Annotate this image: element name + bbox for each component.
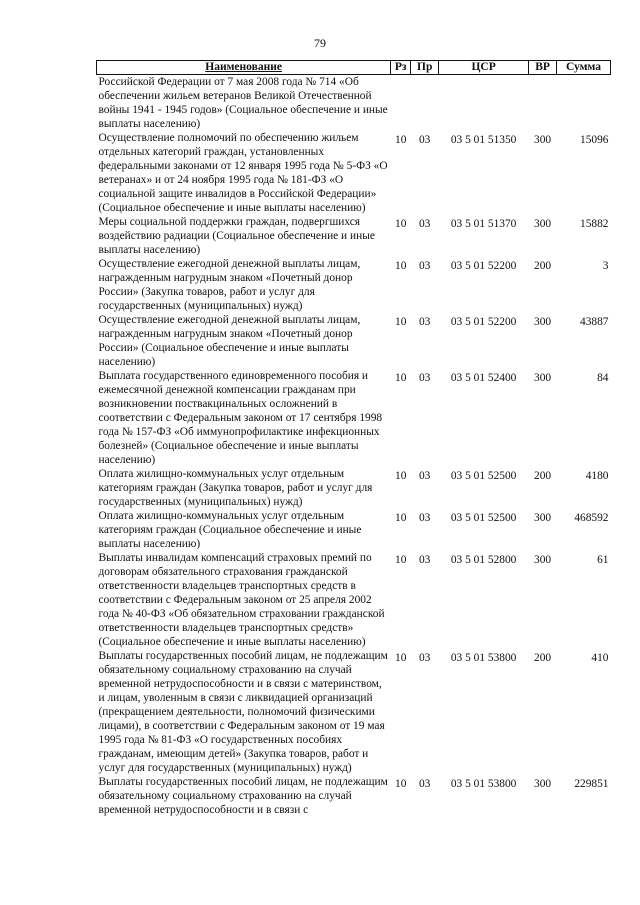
cell-csr bbox=[439, 75, 529, 132]
cell-vr: 300 bbox=[534, 554, 552, 566]
cell-name: Выплаты инвалидам компенсаций страховых премий по договорам обязательного страхования гражданской ответственности владельцев транспортных средств в соответствии с Федеральным законом от 25 апреля 2002 года № 40-ФЗ «Об обязательном страховании гражданской ответственности владельцев транспортных средств» (Социальное обеспечение и иные выплаты населению) bbox=[98, 552, 385, 648]
cell-vr: 300 bbox=[534, 512, 552, 524]
cell-name: Выплата государственного единовременного пособия и ежемесячной денежной компенсации гражданам при возникновении поствакцинальных осложнений в соответствии с Федеральным законом от 17 сентября 1998 года № 157-ФЗ «Об иммунопрофилактике инфекционных болезней» (Социальное обеспечение и иные выплаты населению) bbox=[98, 370, 383, 466]
table-row bbox=[97, 215, 611, 257]
table-row bbox=[97, 775, 611, 817]
table-row bbox=[97, 313, 611, 369]
table-row bbox=[97, 369, 611, 467]
table-row bbox=[97, 257, 611, 313]
cell-pr: 03 bbox=[418, 554, 431, 566]
cell-vr: 300 bbox=[534, 778, 552, 790]
cell-pr: 03 bbox=[418, 316, 431, 328]
cell-vr: 300 bbox=[534, 372, 552, 384]
cell-sum bbox=[557, 75, 611, 132]
header-csr: ЦСР bbox=[439, 61, 529, 75]
cell-csr: 03 5 01 51370 bbox=[450, 218, 517, 230]
cell-vr: 300 bbox=[534, 316, 552, 328]
table-row bbox=[97, 551, 611, 649]
cell-csr: 03 5 01 51350 bbox=[450, 134, 517, 146]
cell-sum: 15096 bbox=[580, 134, 609, 146]
budget-table bbox=[96, 60, 611, 817]
header-sum: Сумма bbox=[557, 61, 611, 75]
cell-pr: 03 bbox=[418, 778, 431, 790]
cell-pr: 03 bbox=[418, 260, 431, 272]
cell-csr: 03 5 01 52500 bbox=[450, 512, 517, 524]
cell-csr: 03 5 01 52500 bbox=[450, 470, 517, 482]
cell-rz: 10 bbox=[395, 554, 407, 566]
cell-name: Осуществление полномочий по обеспечению жильем отдельных категорий граждан, установленных федеральными законами от 12 января 1995 года № 5-ФЗ «О ветеранах» и от 24 ноября 1995 года № 181-ФЗ «О социальной защите инвалидов в Российской Федерации» (Социальное обеспечение и иные выплаты населению) bbox=[98, 132, 388, 214]
cell-csr: 03 5 01 53800 bbox=[450, 652, 517, 664]
cell-vr bbox=[529, 75, 557, 132]
cell-csr: 03 5 01 52200 bbox=[450, 316, 517, 328]
cell-rz: 10 bbox=[395, 134, 407, 146]
table-header-row bbox=[97, 61, 611, 75]
cell-pr: 03 bbox=[418, 218, 431, 230]
cell-name: Оплата жилищно-коммунальных услуг отдельным категориям граждан (Социальное обеспечение и иные выплаты населению) bbox=[98, 510, 362, 550]
header-pr: Пр bbox=[411, 61, 439, 75]
cell-sum: 410 bbox=[591, 652, 609, 664]
cell-rz: 10 bbox=[395, 512, 407, 524]
table-row bbox=[97, 131, 611, 215]
cell-vr: 300 bbox=[534, 218, 552, 230]
table-row bbox=[97, 467, 611, 509]
cell-sum: 43887 bbox=[580, 316, 609, 328]
cell-name: Выплаты государственных пособий лицам, не подлежащим обязательному социальному страхованию на случай временной нетрудоспособности и в связи с материнством, и лицам, уволенным в связи с ликвидацией организаций (прекращением деятельности, полномочий физическими лицами), в соответствии с Федеральным законом от 19 мая 1995 года № 81-ФЗ «О государственных пособиях гражданам, имеющим детей» (Закупка товаров, работ и услуг для государственных (муниципальных) нужд) bbox=[98, 650, 388, 774]
cell-pr bbox=[411, 75, 439, 132]
cell-rz: 10 bbox=[395, 260, 407, 272]
cell-rz: 10 bbox=[395, 218, 407, 230]
cell-name: Выплаты государственных пособий лицам, не подлежащим обязательному социальному страхованию на случай временной нетрудоспособности и в связи с bbox=[98, 776, 388, 816]
cell-rz: 10 bbox=[395, 470, 407, 482]
cell-name: Российской Федерации от 7 мая 2008 года № 714 «Об обеспечении жильем ветеранов Великой Отечественной войны 1941 - 1945 годов» (Социальное обеспечение и иные выплаты населению) bbox=[98, 76, 388, 130]
cell-csr: 03 5 01 52200 bbox=[450, 260, 517, 272]
cell-vr: 200 bbox=[534, 652, 552, 664]
table-row bbox=[97, 75, 611, 132]
cell-rz: 10 bbox=[395, 652, 407, 664]
cell-name: Осуществление ежегодной денежной выплаты лицам, награжденным нагрудным знаком «Почетный донор России» (Социальное обеспечение и иные выплаты населению) bbox=[98, 314, 361, 368]
table-body bbox=[97, 75, 611, 818]
table-row bbox=[97, 509, 611, 551]
cell-pr: 03 bbox=[418, 652, 431, 664]
header-rz: Рз bbox=[391, 61, 411, 75]
cell-rz: 10 bbox=[395, 316, 407, 328]
cell-name: Оплата жилищно-коммунальных услуг отдельным категориям граждан (Закупка товаров, работ и услуг для государственных (муниципальных) нужд) bbox=[98, 468, 373, 508]
cell-rz bbox=[391, 75, 411, 132]
cell-sum: 468592 bbox=[574, 512, 609, 524]
cell-pr: 03 bbox=[418, 512, 431, 524]
cell-vr: 200 bbox=[534, 470, 552, 482]
cell-sum: 84 bbox=[597, 372, 609, 384]
cell-sum: 15882 bbox=[580, 218, 609, 230]
cell-csr: 03 5 01 52800 bbox=[450, 554, 517, 566]
cell-sum: 61 bbox=[597, 554, 609, 566]
cell-rz: 10 bbox=[395, 372, 407, 384]
page-number: 79 bbox=[314, 36, 326, 50]
header-vr: ВР bbox=[529, 61, 557, 75]
cell-sum: 3 bbox=[602, 260, 609, 272]
cell-pr: 03 bbox=[418, 372, 431, 384]
cell-vr: 200 bbox=[534, 260, 552, 272]
cell-sum: 4180 bbox=[585, 470, 609, 482]
cell-csr: 03 5 01 52400 bbox=[450, 372, 517, 384]
table-row bbox=[97, 649, 611, 775]
cell-pr: 03 bbox=[418, 134, 431, 146]
header-name: Наименование bbox=[97, 61, 391, 75]
cell-sum: 229851 bbox=[574, 778, 609, 790]
cell-rz: 10 bbox=[395, 778, 407, 790]
cell-csr: 03 5 01 53800 bbox=[450, 778, 517, 790]
cell-pr: 03 bbox=[418, 470, 431, 482]
cell-name: Осуществление ежегодной денежной выплаты лицам, награжденным нагрудным знаком «Почетный донор России» (Закупка товаров, работ и услуг для государственных (муниципальных) нужд) bbox=[98, 258, 361, 312]
cell-name: Меры социальной поддержки граждан, подвергшихся воздействию радиации (Социальное обеспечение и иные выплаты населению) bbox=[98, 216, 375, 256]
cell-vr: 300 bbox=[534, 134, 552, 146]
